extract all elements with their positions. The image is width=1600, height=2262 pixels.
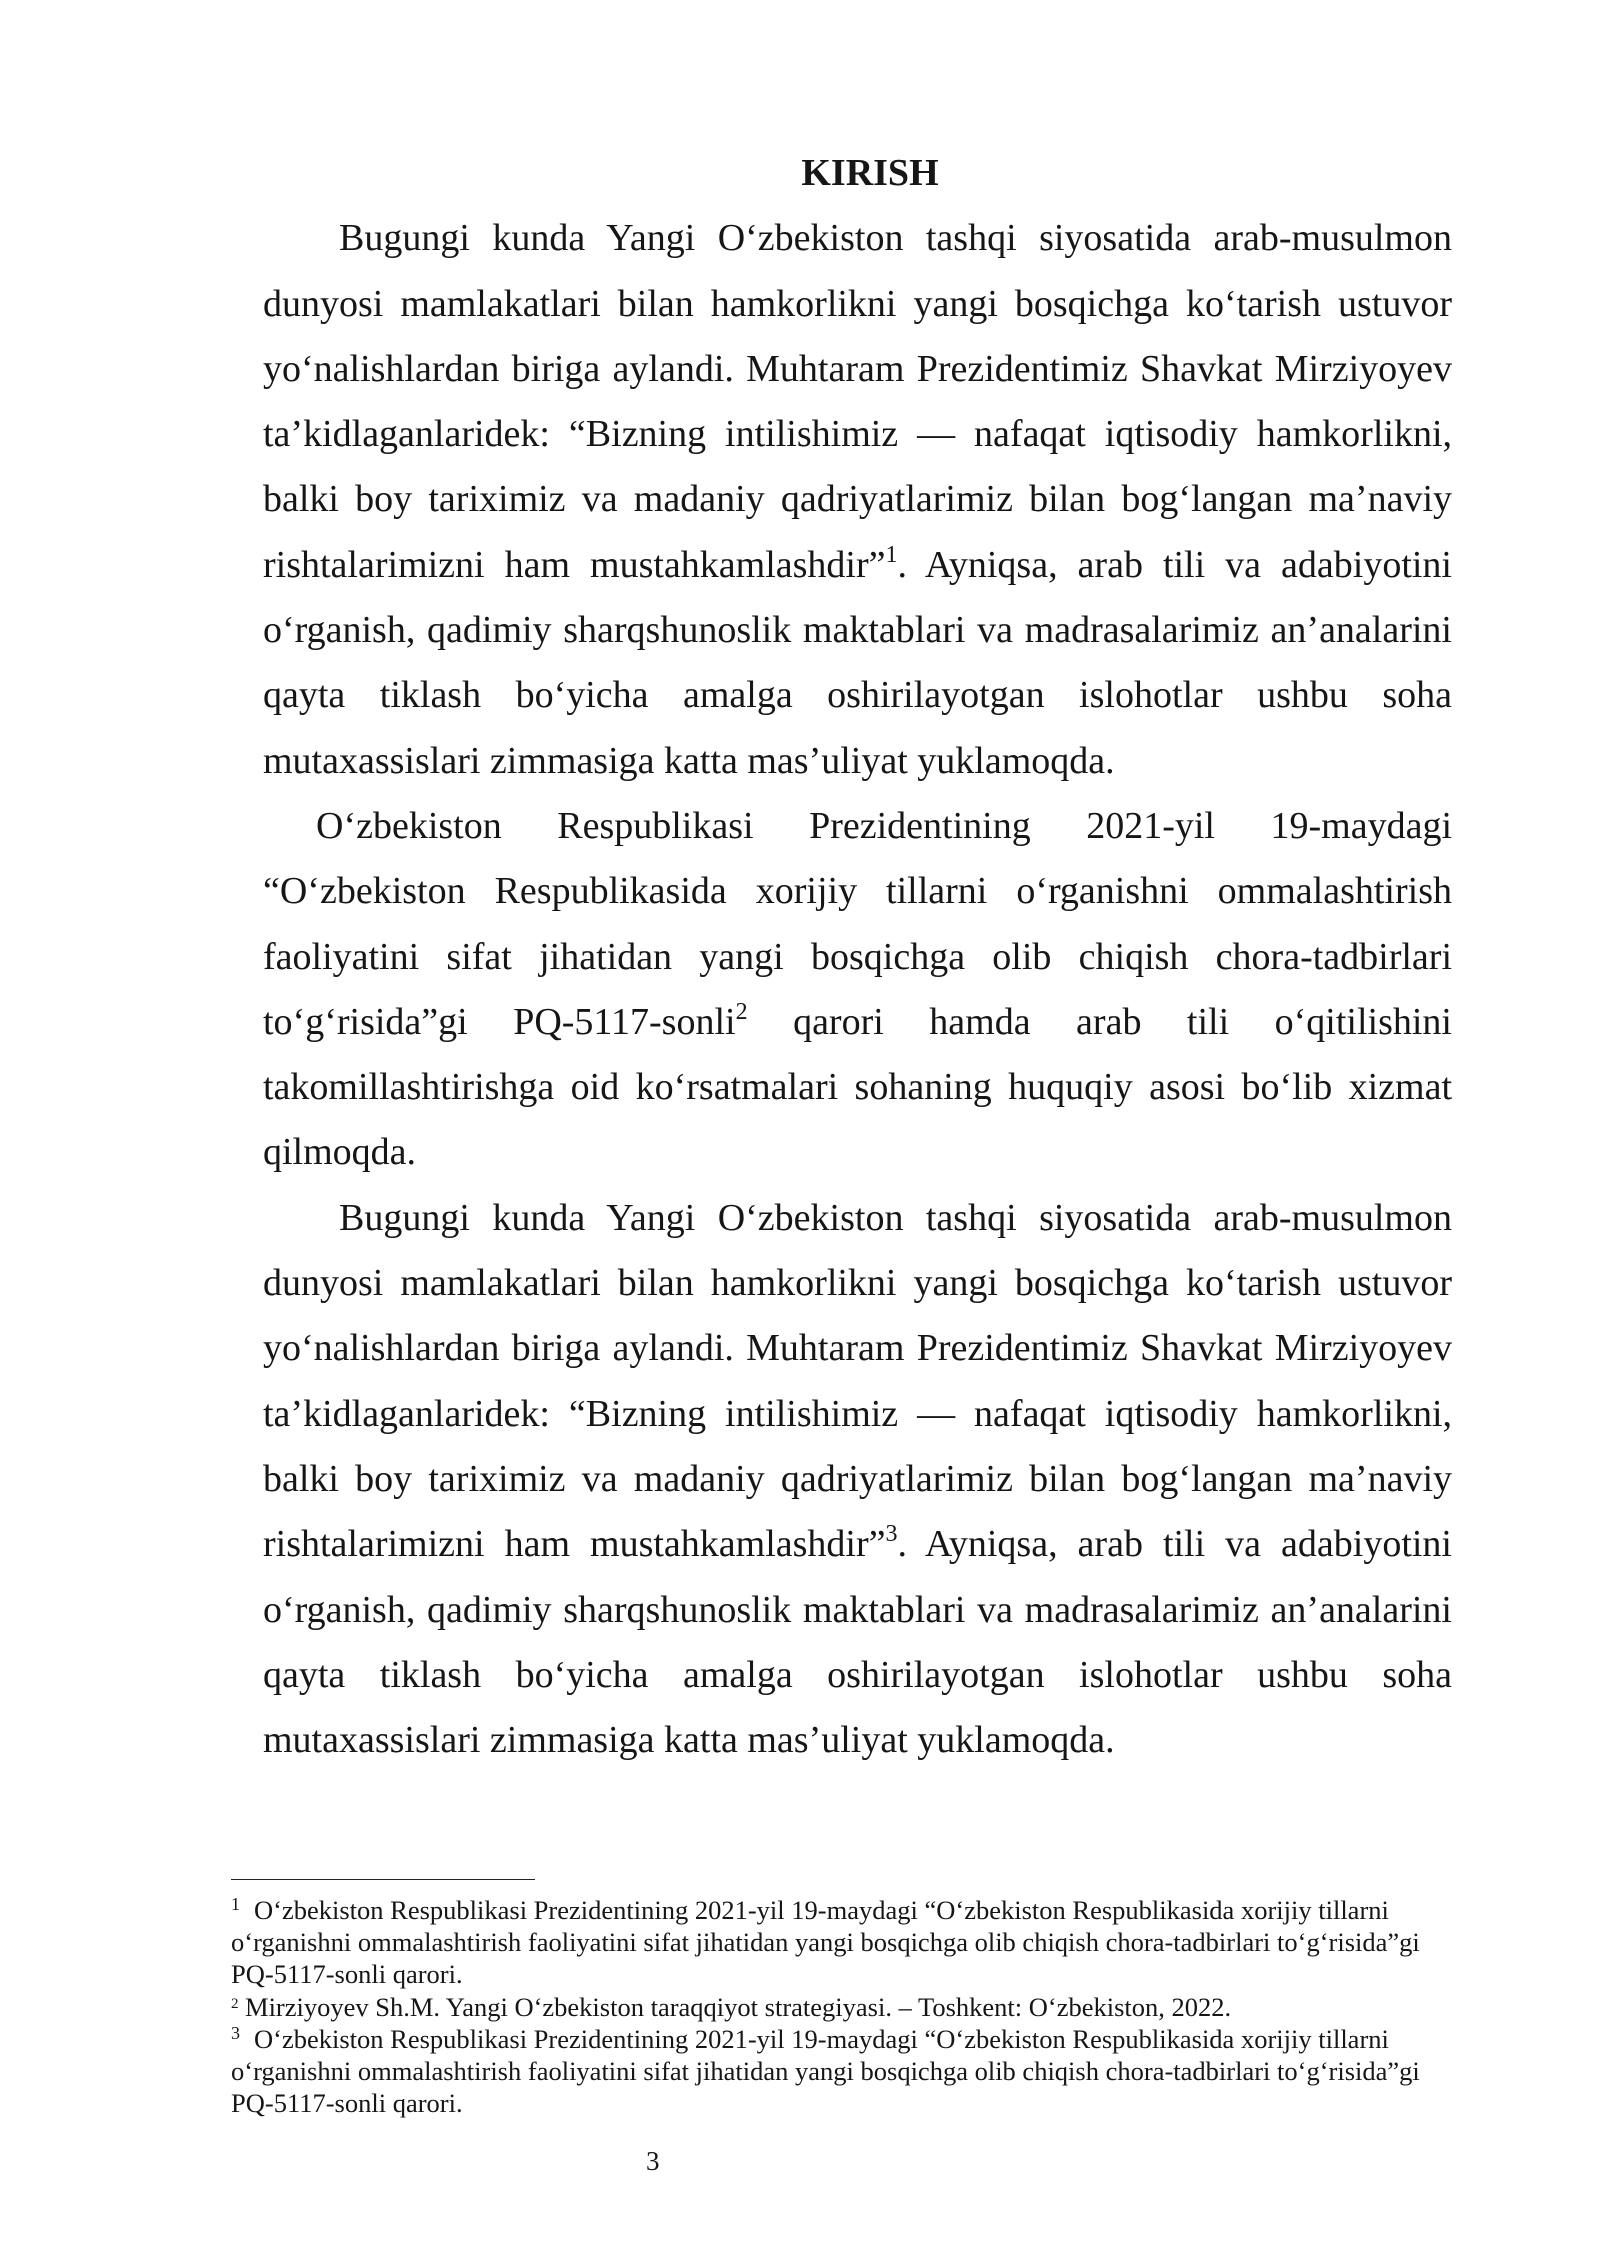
footnote-separator — [231, 1879, 535, 1880]
text-line: ta’kidlaganlaridek: “Bizning intilishimiz — nafaqat iqtisodiy hamkorlikni, — [263, 1392, 1452, 1435]
footnote-text: O‘zbekiston Respublikasi Prezidentining 2021-yil 19-maydagi “O‘zbekiston Respublikasida xorijiy tillarni — [254, 2023, 1389, 2054]
line-text: qarori hamda arab tili o‘qitilishini — [747, 1000, 1452, 1043]
text-line: O‘zbekiston Respublikasi Prezidentining 2021-yil 19-maydagi — [316, 804, 1452, 847]
text-line: balki boy tariximiz va madaniy qadriyatlarimiz bilan bog‘langan ma’naviy — [263, 478, 1452, 521]
footnote-1 — [231, 1894, 1511, 1991]
text-line: mutaxassislari zimmasiga katta mas’uliyat yuklamoqda. — [263, 1719, 1115, 1762]
text-line: o‘rganish, qadimiy sharqshunoslik maktablari va madrasalarimiz an’analarini — [263, 1588, 1452, 1631]
footnote-text: O‘zbekiston Respublikasi Prezidentining 2021-yil 19-maydagi “O‘zbekiston Respublikasida xorijiy tillarni — [254, 1895, 1389, 1925]
footnote-reference: 3 — [885, 1521, 898, 1548]
section-title: KIRISH — [801, 152, 939, 194]
footnote-text: Mirziyoyev Sh.M. Yangi O‘zbekiston taraqqiyot strategiyasi. – Toshkent: O‘zbekiston, 2022. — [245, 1991, 1232, 2022]
footnote-line: o‘rganishni ommalashtirish faoliyatini sifat jihatidan yangi bosqichga olib chiqish chora-tadbirlari to‘g‘risida”gi — [231, 2055, 1420, 2086]
document-body — [263, 141, 1452, 1773]
paragraph-2 — [263, 794, 1452, 1186]
text-line: yo‘nalishlardan biriga aylandi. Muhtaram Prezidentimiz Shavkat Mirziyoyev — [263, 347, 1452, 390]
line-text: rishtalarimizni ham mustahkamlashdir” — [263, 1523, 886, 1566]
footnotes — [231, 1894, 1511, 2119]
text-line — [263, 533, 1452, 598]
text-line — [263, 990, 1452, 1055]
footnote-line: o‘rganishni ommalashtirish faoliyatini sifat jihatidan yangi bosqichga olib chiqish chora-tadbirlari to‘g‘risida”gi — [231, 1927, 1420, 1958]
page-number: 3 — [646, 2146, 660, 2176]
footnote-2 — [231, 1991, 1511, 2023]
text-line: dunyosi mamlakatlari bilan hamkorlikni yangi bosqichga ko‘tarish ustuvor — [263, 1262, 1452, 1305]
text-line: takomillashtirishga oid ko‘rsatmalari sohaning huquqiy asosi bo‘lib xizmat — [263, 1066, 1452, 1109]
text-line: o‘rganish, qadimiy sharqshunoslik maktablari va madrasalarimiz an’analarini — [263, 609, 1452, 652]
text-line: yo‘nalishlardan biriga aylandi. Muhtaram Prezidentimiz Shavkat Mirziyoyev — [263, 1327, 1452, 1370]
paragraph-3 — [263, 1186, 1452, 1774]
line-text: rishtalarimizni ham mustahkamlashdir” — [263, 543, 886, 586]
text-line: faoliyatini sifat jihatidan yangi bosqichga olib chiqish chora-tadbirlari — [263, 935, 1452, 978]
text-line: dunyosi mamlakatlari bilan hamkorlikni yangi bosqichga ko‘tarish ustuvor — [263, 282, 1452, 325]
text-line: “O‘zbekiston Respublikasida xorijiy tillarni o‘rganishni ommalashtirish — [263, 870, 1452, 913]
footnote-3 — [231, 2023, 1511, 2120]
text-line — [263, 1512, 1452, 1577]
line-text: to‘g‘risida”gi PQ-5117-sonli — [263, 1000, 736, 1043]
text-line: qayta tiklash bo‘yicha amalga oshirilayotgan islohotlar ushbu soha — [263, 674, 1452, 717]
paragraph-1 — [263, 206, 1452, 794]
text-line: Bugungi kunda Yangi O‘zbekiston tashqi siyosatida arab-musulmon — [339, 1196, 1452, 1239]
footnote-line: 2 Mirziyoyev Sh.M. Yangi O‘zbekiston taraqqiyot strategiyasi. – Toshkent: O‘zbekiston, 2022. — [231, 1991, 1232, 2022]
footnote-reference: 1 — [885, 541, 898, 568]
line-text: . Ayniqsa, arab tili va adabiyotini — [897, 543, 1452, 586]
footnote-line: 1 O‘zbekiston Respublikasi Prezidentining 2021-yil 19-maydagi “O‘zbekiston Respublikasida xorijiy tillarni — [231, 1894, 1389, 1925]
text-line: qayta tiklash bo‘yicha amalga oshirilayotgan islohotlar ushbu soha — [263, 1653, 1452, 1696]
footnote-line: PQ-5117-sonli qarori. — [231, 1959, 463, 1990]
text-line: Bugungi kunda Yangi O‘zbekiston tashqi siyosatida arab-musulmon — [339, 217, 1452, 260]
text-line: ta’kidlaganlaridek: “Bizning intilishimiz — nafaqat iqtisodiy hamkorlikni, — [263, 413, 1452, 456]
footnote-line: PQ-5117-sonli qarori. — [231, 2088, 463, 2119]
text-line: qilmoqda. — [263, 1131, 417, 1174]
text-line: mutaxassislari zimmasiga katta mas’uliyat yuklamoqda. — [263, 739, 1115, 782]
footnote-line: 3 O‘zbekiston Respublikasi Prezidentining 2021-yil 19-maydagi “O‘zbekiston Respublikasida xorijiy tillarni — [231, 2022, 1389, 2054]
footnote-reference: 2 — [735, 998, 748, 1025]
line-text: . Ayniqsa, arab tili va adabiyotini — [897, 1523, 1452, 1566]
text-line: balki boy tariximiz va madaniy qadriyatlarimiz bilan bog‘langan ma’naviy — [263, 1457, 1452, 1500]
